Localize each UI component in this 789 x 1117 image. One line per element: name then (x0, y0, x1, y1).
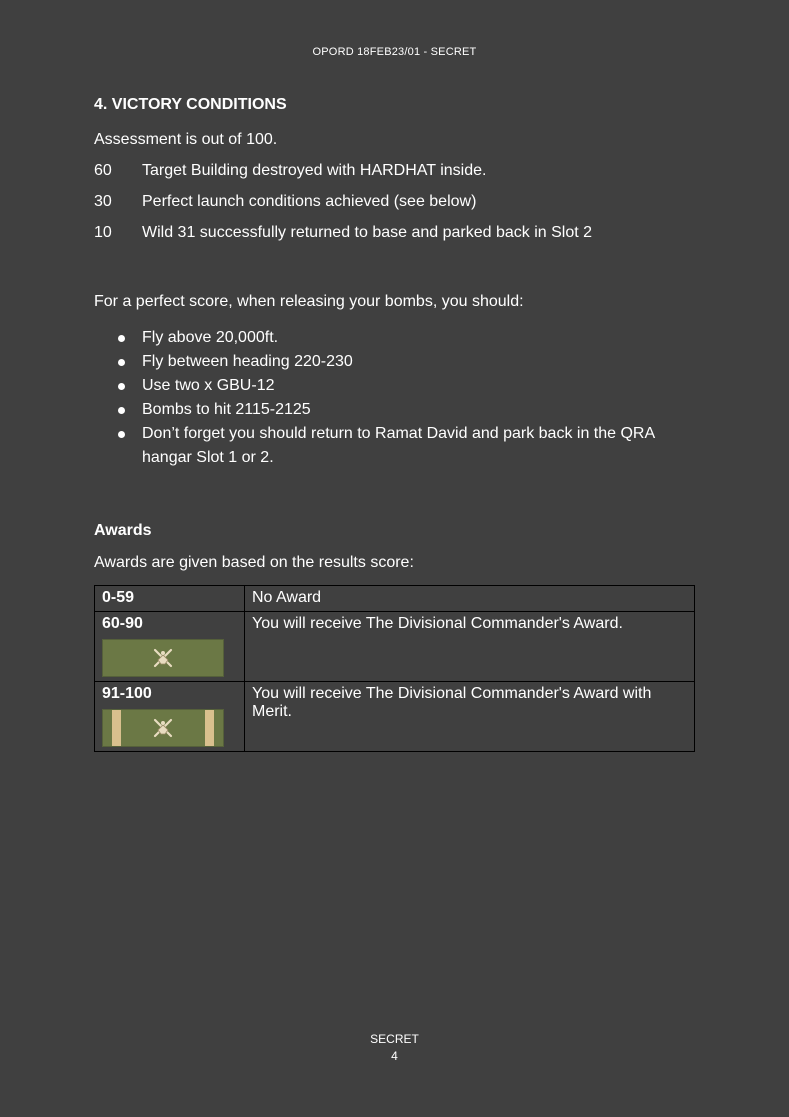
award-description: You will receive The Divisional Commander's Award with Merit. (252, 685, 652, 720)
award-range: 0-59 (102, 589, 135, 606)
divisional-commander-award-merit-ribbon (102, 709, 224, 747)
document-body (94, 96, 695, 752)
crossed-swords-emblem-icon (149, 644, 177, 672)
award-range-cell (95, 612, 245, 682)
bullet-icon (94, 350, 142, 374)
bullet-icon (94, 326, 142, 350)
award-description-cell (245, 586, 695, 612)
score-points: 60 (94, 162, 112, 179)
award-range: 91-100 (102, 685, 152, 702)
award-range-cell (95, 586, 245, 612)
list-item (94, 326, 695, 350)
table-row (95, 586, 695, 612)
bullet-icon (94, 398, 142, 422)
bullet-icon (94, 422, 142, 470)
list-item-text: Fly above 20,000ft. (142, 329, 279, 346)
table-row (95, 612, 695, 682)
awards-table (94, 585, 695, 752)
award-description-cell (245, 612, 695, 682)
award-description-cell (245, 682, 695, 752)
list-item-text: Use two x GBU-12 (142, 377, 275, 394)
score-criterion: Perfect launch conditions achieved (see below) (142, 193, 477, 210)
awards-heading: Awards (94, 522, 152, 539)
divisional-commander-award-ribbon (102, 639, 224, 677)
page-number: 4 (391, 1049, 398, 1063)
score-row (94, 224, 695, 242)
score-points: 30 (94, 193, 112, 210)
score-points: 10 (94, 224, 112, 241)
list-item-text: Don’t forget you should return to Ramat David and park back in the QRA hangar Slot 1 or 2. (142, 425, 655, 466)
score-criterion: Target Building destroyed with HARDHAT inside. (142, 162, 487, 179)
list-item-text: Fly between heading 220-230 (142, 353, 353, 370)
bullet-icon (94, 374, 142, 398)
ribbon-stripe (205, 710, 214, 746)
page-footer (0, 1031, 789, 1065)
list-item (94, 374, 695, 398)
page-header: OPORD 18FEB23/01 - SECRET (312, 46, 477, 58)
list-item (94, 422, 695, 470)
list-item-text: Bombs to hit 2115-2125 (142, 401, 311, 418)
ribbon-stripe (112, 710, 121, 746)
list-item (94, 350, 695, 374)
award-range: 60-90 (102, 615, 143, 632)
section-title: 4. VICTORY CONDITIONS (94, 96, 287, 113)
score-criterion: Wild 31 successfully returned to base and parked back in Slot 2 (142, 224, 593, 241)
award-description: No Award (252, 589, 322, 606)
list-item (94, 398, 695, 422)
award-range-cell (95, 682, 245, 752)
table-row (95, 682, 695, 752)
assessment-text: Assessment is out of 100. (94, 131, 278, 148)
footer-classification: SECRET (370, 1032, 419, 1046)
perfect-score-intro: For a perfect score, when releasing your bombs, you should: (94, 293, 524, 310)
crossed-swords-emblem-icon (149, 714, 177, 742)
score-row (94, 193, 695, 211)
score-row (94, 162, 695, 180)
perfect-conditions-list (94, 326, 695, 470)
awards-intro: Awards are given based on the results score: (94, 554, 414, 571)
award-description: You will receive The Divisional Commander's Award. (252, 615, 623, 632)
